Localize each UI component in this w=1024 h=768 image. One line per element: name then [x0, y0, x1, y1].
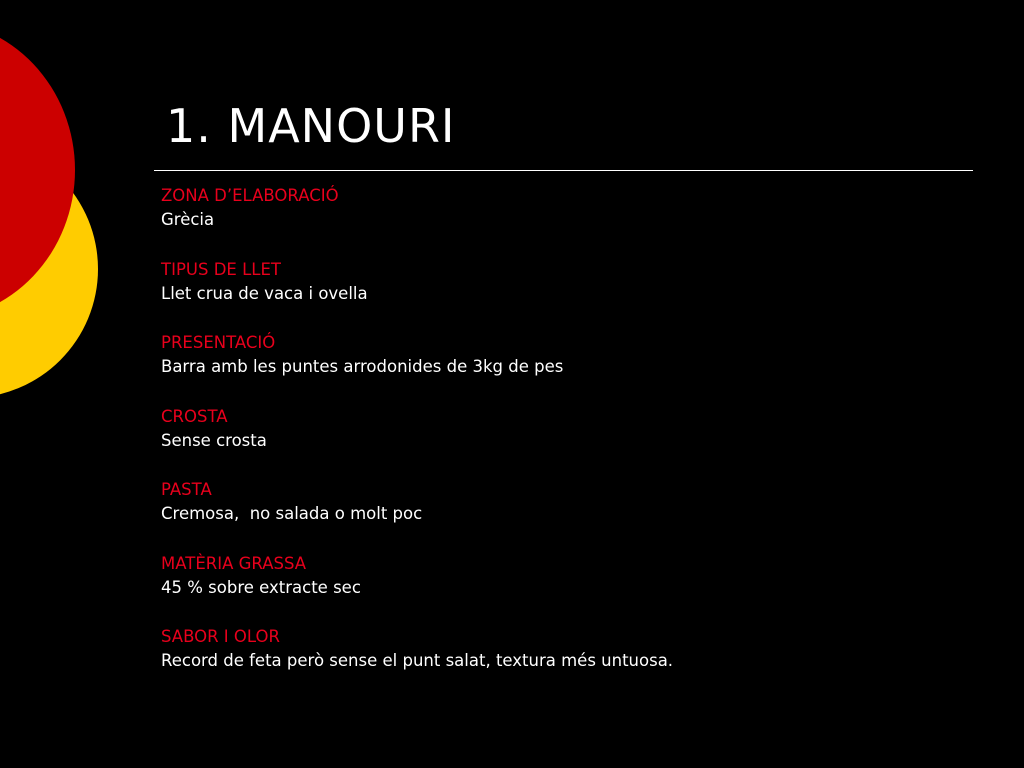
section-label: TIPUS DE LLET — [161, 259, 281, 279]
section-pasta — [161, 478, 961, 552]
title-divider — [154, 170, 973, 171]
section-value: Record de feta però sense el punt salat, textura més untuosa. — [161, 651, 674, 670]
section-value: Llet crua de vaca i ovella — [161, 283, 368, 303]
section-value: Cremosa, no salada o molt poc — [161, 504, 423, 523]
section-label: SABOR I OLOR — [161, 627, 280, 646]
section-tipus-llet — [161, 258, 961, 332]
section-materia-grassa — [161, 552, 961, 626]
section-label: CROSTA — [161, 406, 228, 426]
section-label: MATÈRIA GRASSA — [161, 553, 307, 573]
section-presentacio — [161, 331, 961, 405]
section-label: PRESENTACIÓ — [161, 333, 276, 352]
section-value: 45 % sobre extracte sec — [161, 577, 361, 597]
slide-title: 1. MANOURI — [166, 99, 456, 153]
section-value: Sense crosta — [161, 430, 267, 450]
section-value: Grècia — [161, 210, 215, 229]
section-crosta — [161, 405, 961, 479]
section-zona — [161, 184, 961, 258]
section-label: PASTA — [161, 480, 212, 499]
content-list — [161, 184, 961, 699]
section-label: ZONA D’ELABORACIÓ — [161, 186, 339, 205]
section-sabor-olor — [161, 625, 961, 699]
section-value: Barra amb les puntes arrodonides de 3kg de pes — [161, 357, 564, 376]
